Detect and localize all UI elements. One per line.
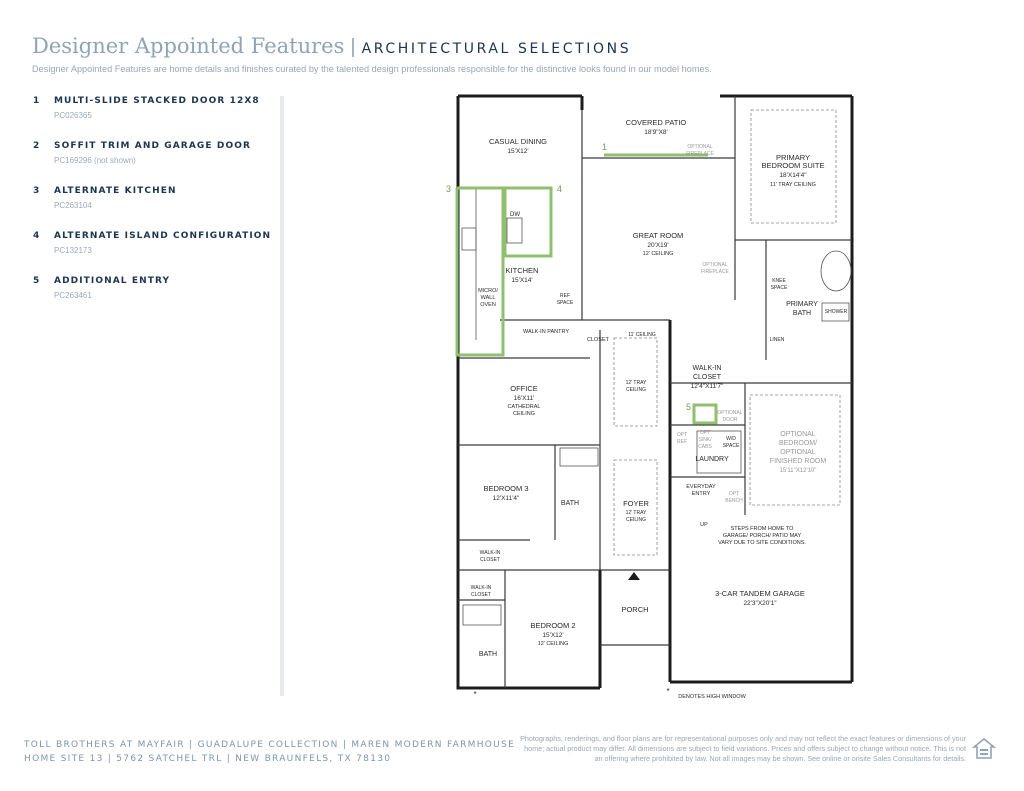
wd-label1: W/D [726,436,736,442]
office-ceiling2: CEILING [512,411,536,417]
optional-fireplace-label-b: OPTIONAL [702,262,728,268]
opt-ref-label2: REF [677,439,687,445]
steps-note2: GARAGE/ PORCH/ PATIO MAY [722,533,802,539]
primary-bedroom-label: PRIMARY [775,153,811,162]
footer-address [24,738,515,766]
great-room-label: GREAT ROOM [632,231,684,240]
foyer-label: FOYER [623,499,649,508]
walk-in-pantry-label: WALK-IN PANTRY [522,329,570,335]
primary-bath-label: PRIMARY [786,301,818,308]
primary-bedroom-dim: 18'X14'4" [779,172,807,179]
bath-label: BATH [560,500,580,507]
title-main: Designer Appointed Features [32,34,345,58]
closet-label: CLOSET [586,337,610,343]
feature-name: SOFFIT TRIM AND GARAGE DOOR [54,141,251,151]
feature-item [33,141,273,186]
feature-code: PC169296 (not shown) [54,156,136,165]
opt-bedroom-label3: OPTIONAL [780,449,816,456]
bedroom2-dim: 15'X12' [542,632,564,639]
optional-door-label1: OPTIONAL [717,410,743,416]
column-divider [280,96,284,696]
footer-line2: HOME SITE 13 | 5762 SATCHEL TRL | NEW BRAUNFELS, TX 78130 [24,754,392,764]
tray-ceiling-label2: CEILING [625,387,647,393]
great-room-dim: 20'X19' [647,242,669,249]
high-window-note: DENOTES HIGH WINDOW [678,694,746,700]
covered-patio-label: COVERED PATIO [625,118,687,127]
walkin-closet-label: WALK-IN [692,365,722,372]
feature-number: 4 [33,231,40,241]
callout-5: 5 [686,402,692,412]
steps-note1: STEPS FROM HOME TO [730,526,794,532]
walkin-closet-small-label1: WALK-IN [479,550,501,556]
up-label: UP [700,522,708,528]
opt-bench-label2: BENCH [725,498,743,504]
garage-dim: 22'3"X20'1" [743,600,777,607]
callout-3: 3 [446,184,452,194]
footer-line1: TOLL BROTHERS AT MAYFAIR | GUADALUPE COLLECTION | MAREN MODERN FARMHOUSE [24,740,516,750]
feature-item [33,231,273,276]
feature-number: 3 [33,186,40,196]
feature-item [33,96,273,141]
callouts [446,142,691,412]
office-label: OFFICE [510,384,538,393]
porch-label: PORCH [621,605,649,614]
office-ceiling1: CATHEDRAL [507,404,541,410]
feature-number: 2 [33,141,40,151]
opt-sink-label1: OPT [699,430,711,436]
office-dim: 16'X11' [513,395,535,402]
walkin-closet-label2: CLOSET [692,374,722,381]
shower-label: SHOWER [824,309,848,315]
optional-door-label2: DOOR [722,417,738,423]
linen-label: LINEN [769,337,785,343]
covered-patio-dim: 18'9"X8' [644,129,668,136]
title-separator: | [350,36,356,58]
everyday-entry-label2: ENTRY [691,491,711,497]
bedroom3-label: BEDROOM 3 [483,484,529,493]
primary-bath-label2: BATH [792,310,812,317]
feature-name: MULTI-SLIDE STACKED DOOR 12X8 [54,96,260,106]
feature-number: 5 [33,276,40,286]
knee-label1: KNEE [772,278,786,284]
micro-label2: WALL [480,295,496,301]
opt-bedroom-label4: FINISHED ROOM [769,458,827,465]
kitchen-label: KITCHEN [505,266,539,275]
callout-4: 4 [557,184,563,194]
opt-bedroom-label1: OPTIONAL [780,431,816,438]
opt-bench-label1: OPT [728,491,740,497]
walkin-closet-dim: 12'4"X11'7" [690,383,724,390]
optional-fireplace-label2: FIREPLACE [686,151,714,157]
equal-housing-icon [972,737,996,761]
bedroom2-label: BEDROOM 2 [530,621,576,630]
ref-label1: REF [560,293,570,299]
footer-disclaimer: Photographs, renderings, and floor plans are for representational purposes only and may not reflect the exact features or dimensions of your home; actual product may differ. All dimensions are subject to field variations. Prices and offers subject to change without notice. This is not an offering where prohibited by law. Not all images may be shown. See online or onsite Sales Consultants for details. [520,734,966,763]
walkin-closet-small-label2: CLOSET [479,557,501,563]
feature-list [33,96,273,321]
opt-bedroom-label2: BEDROOM/ [778,440,818,447]
feature-name: ALTERNATE KITCHEN [54,186,177,196]
garage-label: 3-CAR TANDEM GARAGE [715,589,805,598]
porch-arrow-icon [628,572,640,580]
feature-code: PC263104 [54,201,92,210]
everyday-entry-label1: EVERYDAY [686,484,716,490]
bedroom2-ceiling: 12' CEILING [537,641,569,647]
feature-code: PC263461 [54,291,92,300]
feature-item [33,186,273,231]
foyer-ceiling1: 12' TRAY [625,510,647,516]
title-subtitle: ARCHITECTURAL SELECTIONS [361,41,632,57]
foyer-ceiling2: CEILING [625,517,647,523]
walkin-closet-small-label3: WALK-IN [470,585,492,591]
ref-label2: SPACE [556,300,574,306]
micro-label3: OVEN [480,302,496,308]
great-room-ceiling: 12' CEILING [642,251,674,257]
wd-label2: SPACE [722,443,740,449]
asterisk-note-mark: * [666,687,670,696]
feature-code: PC026365 [54,111,92,120]
feature-item [33,276,273,321]
optional-fireplace-label: OPTIONAL [687,144,713,150]
laundry-label: LAUNDRY [695,456,729,463]
page-title [32,34,631,59]
optional-fireplace-label-b2: FIREPLACE [701,269,729,275]
steps-note3: VARY DUE TO SITE CONDITIONS. [718,540,806,546]
tray-ceiling-label: 12' TRAY [625,380,647,386]
walkin-closet-small-label4: CLOSET [470,592,492,598]
feature-name: ALTERNATE ISLAND CONFIGURATION [54,231,272,241]
knee-label2: SPACE [770,285,788,291]
asterisk-mark: * [473,690,477,699]
intro-text: Designer Appointed Features are home details and finishes curated by the talented design professionals responsible for the distinctive looks found in our model homes. [32,64,712,74]
opt-bedroom-dim: 15'11"X12'10" [779,468,817,474]
casual-dining-dim: 15'X12' [507,148,529,155]
bath2-label: BATH [478,651,498,658]
dw-label: DW [510,212,520,218]
opt-sink-label2: SINK/ [698,437,712,443]
feature-number: 1 [33,96,40,106]
primary-bedroom-label2: BEDROOM SUITE [761,161,825,170]
floor-plan [440,86,870,711]
primary-bedroom-ceiling: 11' TRAY CEILING [770,182,816,188]
ceiling-11-label: 11' CEILING [628,332,656,338]
opt-sink-label3: CABS [698,444,712,450]
feature-name: ADDITIONAL ENTRY [54,276,171,286]
opt-ref-label1: OPT [676,432,688,438]
casual-dining-label: CASUAL DINING [488,137,548,146]
kitchen-dim: 15'X14' [511,277,533,284]
bedroom3-dim: 12'X11'4" [492,495,520,502]
feature-code: PC132173 [54,246,92,255]
micro-label1: MICRO/ [478,288,498,294]
callout-1: 1 [602,142,608,152]
